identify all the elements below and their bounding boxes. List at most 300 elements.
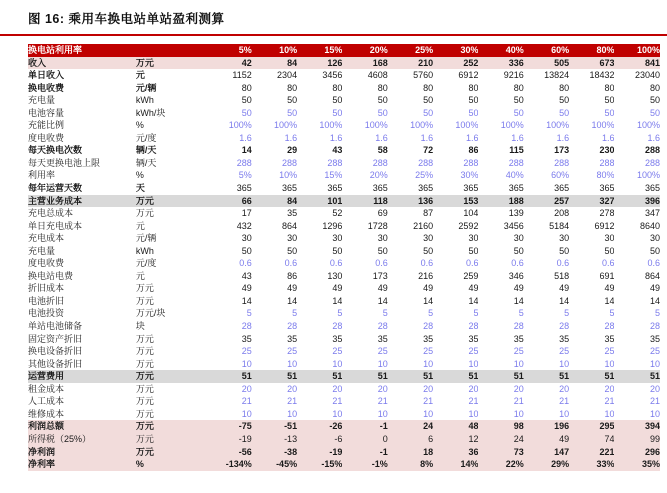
cell-value: 30 [604,233,615,244]
cell-value: 365 [327,183,343,194]
cell-value: 80 [513,82,524,93]
cell-value: 66 [206,195,251,208]
cell-value: 365 [372,183,388,194]
row-unit: kWh [135,245,154,256]
cell-value: 30 [559,233,570,244]
cell-value: 51 [478,370,523,383]
table-row [28,232,660,245]
row-label: 换电设备折旧 [28,346,83,357]
cell-value: -6 [297,433,342,446]
row-unit: 辆/天 [135,145,157,156]
cell-value: 100% [614,44,660,57]
cell-value: 49 [332,283,343,294]
row-label: 单日收入 [28,70,65,81]
cell-value: -134% [206,458,251,471]
row-unit: 万元 [135,283,154,294]
cell-value: 432 [236,220,252,231]
cell-value: 365 [282,183,298,194]
cell-value: 673 [569,57,614,70]
cell-value: 296 [614,446,660,459]
row-label: 净利润 [28,446,136,459]
cell-value: -19 [206,433,251,446]
cell-value: 346 [508,270,524,281]
cell-value: 51 [524,370,569,383]
cell-value: 80 [604,82,615,93]
cell-value: 10 [468,358,479,369]
table-row [28,446,660,459]
cell-value: 10 [559,358,570,369]
cell-value: 25 [377,346,388,357]
cell-value: 5 [473,308,479,319]
cell-value: 864 [282,220,298,231]
cell-value: 20% [369,170,388,181]
row-unit: 万元 [135,408,154,419]
table-row [28,383,660,396]
cell-value: 35 [604,333,615,344]
cell-value: 28 [377,321,388,332]
cell-value: 216 [418,270,434,281]
cell-value: 118 [342,195,387,208]
cell-value: 0 [342,433,387,446]
cell-value: 28 [513,321,524,332]
cell-value: 208 [554,208,570,219]
cell-value: 80 [377,82,388,93]
row-unit: 天 [135,183,145,194]
cell-value: 51 [569,370,614,383]
cell-value: 1.6 [329,132,343,143]
cell-value: 72 [423,145,434,156]
cell-value: 168 [342,57,387,70]
cell-value: 18432 [589,70,615,81]
cell-value: 288 [282,157,298,168]
cell-value: 30% [460,170,479,181]
cell-value: 49 [513,283,524,294]
cell-value: 5 [337,308,343,319]
cell-value: 14 [241,295,252,306]
cell-value: 10 [513,358,524,369]
cell-value: 35 [423,333,434,344]
cell-value: 278 [599,208,615,219]
cell-value: 50 [241,107,252,118]
cell-value: 51 [252,370,297,383]
cell-value: 50 [241,245,252,256]
table-row [28,307,660,320]
cell-value: 288 [372,157,388,168]
row-unit: % [135,170,144,181]
cell-value: 13824 [544,70,570,81]
row-unit: 元 [135,220,145,231]
cell-value: -13 [252,433,297,446]
cell-value: -1 [342,446,387,459]
row-unit: 万元 [135,295,154,306]
cell-value: -19 [297,446,342,459]
cell-value: 1152 [232,70,252,81]
cell-value: 86 [468,145,479,156]
cell-value: 14 [604,295,615,306]
cell-value: 29 [287,145,298,156]
cell-value: 24 [478,433,523,446]
table-row [28,395,660,408]
table-row [28,333,660,346]
cell-value: 0.6 [375,258,388,269]
cell-value: 1.6 [284,132,298,143]
cell-value: 43 [332,145,343,156]
cell-value: 35 [332,333,343,344]
cell-value: 21 [649,396,660,407]
cell-value: 396 [614,195,660,208]
row-unit: 元/辆 [135,233,157,244]
row-label: 每天更换电池上限 [28,157,101,168]
row-label: 换电站利用率 [28,44,136,57]
cell-value: 50 [604,245,615,256]
cell-value: 30 [332,233,343,244]
row-unit: 元/度 [135,258,157,269]
cell-value: 365 [236,183,252,194]
cell-value: 25 [649,346,660,357]
cell-value: 10 [649,408,660,419]
table-row [28,107,660,120]
row-unit: 万元 [135,346,154,357]
cell-value: 49 [287,283,298,294]
table-row [28,257,660,270]
cell-value: 50 [423,107,434,118]
cell-value: 25% [388,44,433,57]
cell-value: 50 [287,107,298,118]
row-unit: kWh/块 [135,107,166,118]
cell-value: 50 [559,107,570,118]
cell-value: 80 [287,82,298,93]
cell-value: 0.6 [647,258,660,269]
cell-value: 14 [513,295,524,306]
cell-value: 60% [524,44,569,57]
cell-value: 49 [649,283,660,294]
cell-value: 35 [468,333,479,344]
cell-value: 5760 [413,70,434,81]
row-label: 充电量 [28,245,56,256]
cell-value: 4608 [367,70,388,81]
table-row [28,94,660,107]
cell-value: 101 [297,195,342,208]
row-label: 单站电池储备 [28,321,83,332]
cell-value: 50 [377,245,388,256]
cell-value: 50 [649,107,660,118]
cell-value: 20 [649,383,660,394]
cell-value: 51 [388,370,433,383]
cell-value: 14 [241,145,252,156]
cell-value: 295 [569,420,614,433]
cell-value: 28 [649,321,660,332]
cell-value: 288 [236,157,252,168]
cell-value: 21 [287,396,298,407]
cell-value: 50 [649,245,660,256]
row-label: 其他设备折旧 [28,358,83,369]
cell-value: 336 [478,57,523,70]
table-row [28,220,660,233]
cell-value: 50 [241,95,252,106]
cell-value: 25 [468,346,479,357]
cell-value: 221 [569,446,614,459]
cell-value: -45% [252,458,297,471]
table-row [28,169,660,182]
cell-value: 50 [332,245,343,256]
cell-value: 21 [604,396,615,407]
cell-value: 40% [505,170,524,181]
cell-value: 21 [513,396,524,407]
cell-value: 100% [636,170,660,181]
cell-value: -1 [342,420,387,433]
cell-value: 288 [644,145,660,156]
table-row [28,345,660,358]
row-unit: 辆/天 [135,157,157,168]
cell-value: 48 [433,420,478,433]
cell-value: 173 [554,145,570,156]
cell-value: 20 [559,383,570,394]
cell-value: 74 [569,433,614,446]
cell-value: 14 [649,295,660,306]
row-label: 主营业务成本 [28,195,136,208]
cell-value: 518 [554,270,570,281]
table-row [28,295,660,308]
table-row [28,358,660,371]
row-label: 充电成本 [28,233,65,244]
cell-value: 14 [332,295,343,306]
cell-value: 14% [433,458,478,471]
cell-value: 188 [478,195,523,208]
profit-table [28,44,660,471]
cell-value: 22% [478,458,523,471]
cell-value: 58 [377,145,388,156]
cell-value: 50 [468,95,479,106]
cell-value: 10 [241,408,252,419]
cell-value: 20 [468,383,479,394]
cell-value: 36 [433,446,478,459]
row-unit: 万元 [136,420,207,433]
table-row [28,195,660,208]
cell-value: 80 [468,82,479,93]
cell-value: 5 [292,308,298,319]
row-unit: % [136,458,207,471]
cell-value: 10 [604,408,615,419]
cell-value: 14 [377,295,388,306]
cell-value: 2304 [277,70,298,81]
cell-value: 30% [433,44,478,57]
cell-value: 20 [513,383,524,394]
cell-value: 25 [513,346,524,357]
cell-value: 49 [559,283,570,294]
cell-value: 80 [423,82,434,93]
cell-value: 100% [410,120,434,131]
cell-value: 15% [324,170,343,181]
cell-value: 5 [518,308,524,319]
cell-value: 12 [433,433,478,446]
cell-value: 5 [382,308,388,319]
cell-value: 288 [463,157,479,168]
cell-value: 100% [319,120,343,131]
cell-value: 50 [287,95,298,106]
cell-value: 28 [287,321,298,332]
row-label: 度电收费 [28,132,65,143]
table-row [28,157,660,170]
cell-value: 1.6 [375,132,388,143]
cell-value: 28 [241,321,252,332]
cell-value: 10 [332,358,343,369]
table-row [28,270,660,283]
cell-value: 1.6 [511,132,524,143]
cell-value: 0.6 [511,258,524,269]
cell-value: 73 [478,446,523,459]
cell-value: 5 [654,308,660,319]
cell-value: 28 [332,321,343,332]
cell-value: 28 [423,321,434,332]
row-label: 度电收费 [28,258,65,269]
row-unit: 万元 [136,57,207,70]
cell-value: 80% [569,44,614,57]
cell-value: 20 [604,383,615,394]
row-unit: 块 [135,321,145,332]
cell-value: 20 [377,383,388,394]
cell-value: 365 [418,183,434,194]
table-row [28,69,660,82]
cell-value: 2592 [458,220,479,231]
cell-value: 80 [241,82,252,93]
cell-value: 49 [524,433,569,446]
cell-value: 288 [418,157,434,168]
cell-value: 327 [569,195,614,208]
cell-value: 30 [649,233,660,244]
cell-value: 505 [524,57,569,70]
cell-value: 49 [241,283,252,294]
cell-value: 6912 [458,70,479,81]
cell-value: 21 [468,396,479,407]
cell-value: 80 [649,82,660,93]
cell-value: 1.6 [465,132,479,143]
cell-value: 17 [241,208,252,219]
cell-value: 50 [377,107,388,118]
cell-value: 10 [423,408,434,419]
cell-value: 104 [463,208,479,219]
cell-value: 100% [455,120,479,131]
cell-value: 100% [591,120,615,131]
cell-value: 50 [559,245,570,256]
row-label: 利润总额 [28,420,136,433]
row-label: 每年运营天数 [28,183,83,194]
cell-value: 5% [238,170,252,181]
row-unit: kWh [135,95,154,106]
cell-value: 365 [508,183,524,194]
cell-value: 5 [246,308,252,319]
row-label: 电池投资 [28,308,65,319]
cell-value: 10 [377,408,388,419]
cell-value: 50 [423,245,434,256]
table-header-row [28,44,660,57]
cell-value: 347 [644,208,660,219]
row-unit: 万元 [135,383,154,394]
cell-value: 50 [332,107,343,118]
cell-value: 288 [644,157,660,168]
cell-value: 25 [332,346,343,357]
cell-value: 288 [554,157,570,168]
cell-value: -38 [252,446,297,459]
cell-value: 50 [513,245,524,256]
cell-value: 15% [297,44,342,57]
cell-value: 0.6 [601,258,615,269]
cell-value: 50 [377,95,388,106]
cell-value: 20 [332,383,343,394]
table-row [28,245,660,258]
cell-value: 5184 [549,220,570,231]
cell-value: 365 [463,183,479,194]
row-label: 电池容量 [28,107,65,118]
cell-value: 10 [287,408,298,419]
cell-value: 257 [524,195,569,208]
cell-value: 20% [342,44,387,57]
row-label: 换电站电费 [28,270,74,281]
row-unit: % [135,120,144,131]
cell-value: 23040 [634,70,660,81]
cell-value: 841 [614,57,660,70]
table-row [28,320,660,333]
profit-table-body [28,44,660,471]
cell-value: 10 [649,358,660,369]
cell-value: 98 [478,420,523,433]
table-row [28,144,660,157]
table-row [28,82,660,95]
cell-value: 50 [604,95,615,106]
cell-value: 40% [478,44,523,57]
table-row [28,57,660,70]
table-row [28,420,660,433]
cell-value: 14 [559,295,570,306]
cell-value: 5 [564,308,570,319]
cell-value: 252 [433,57,478,70]
cell-value: 8640 [639,220,660,231]
cell-value: 86 [287,270,298,281]
cell-value: 30 [468,233,479,244]
cell-value: 35 [287,208,298,219]
cell-value: 5 [609,308,615,319]
cell-value: 8% [388,458,433,471]
table-row [28,408,660,421]
cell-value: 28 [468,321,479,332]
cell-value: 691 [599,270,615,281]
cell-value: 29% [524,458,569,471]
cell-value: 147 [524,446,569,459]
cell-value: 25 [423,346,434,357]
cell-value: 2160 [413,220,434,231]
cell-value: 0.6 [329,258,343,269]
row-unit: 元 [135,270,145,281]
cell-value: 51 [342,370,387,383]
row-label: 固定资产折旧 [28,333,83,344]
cell-value: 25 [241,346,252,357]
cell-value: 1728 [367,220,388,231]
row-unit: 元/辆 [135,82,157,93]
cell-value: 365 [554,183,570,194]
row-unit: 万元 [135,333,154,344]
row-unit: 万元 [135,208,154,219]
row-label: 电池折旧 [28,295,65,306]
cell-value: 139 [508,208,524,219]
cell-value: 100% [228,120,252,131]
cell-value: 14 [287,295,298,306]
row-unit: 万元/块 [135,308,166,319]
row-label: 换电收费 [28,82,65,93]
cell-value: 153 [433,195,478,208]
cell-value: 10 [287,358,298,369]
cell-value: 10 [604,358,615,369]
cell-value: 50 [513,95,524,106]
cell-value: 49 [377,283,388,294]
